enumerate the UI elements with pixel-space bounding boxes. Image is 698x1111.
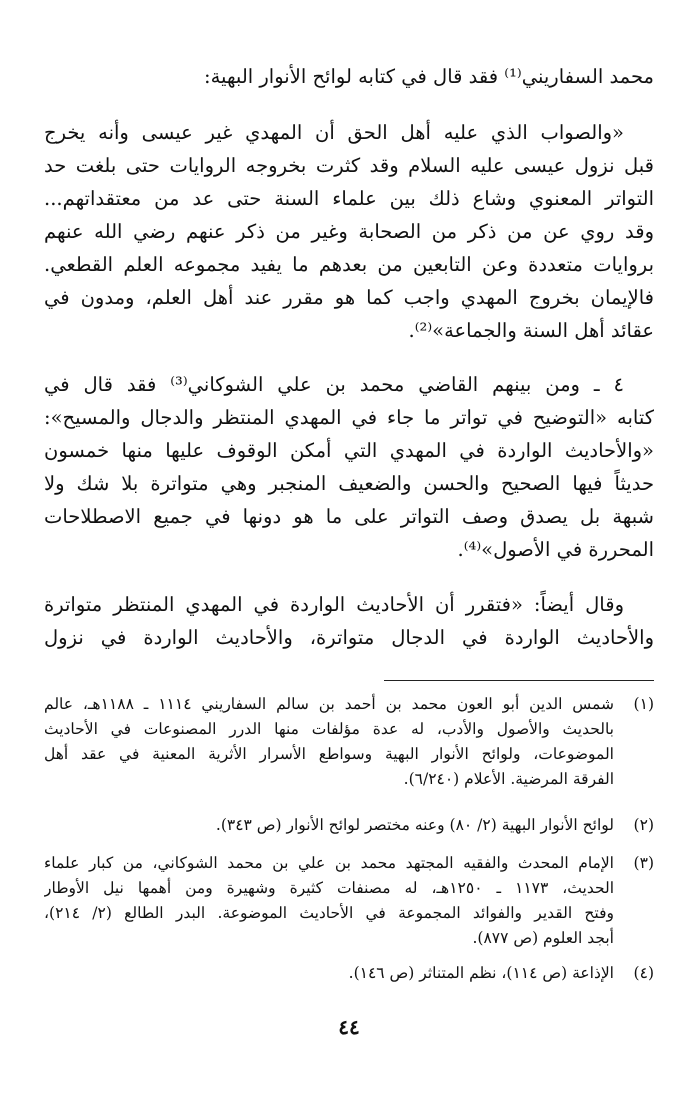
footnote-line: وفتح القدير والفوائد المجموعة في الأحاديث الموضوعة. البدر الطالع (٢/ ٢١٤)، — [44, 904, 614, 922]
footnote-line: بالحديث والأصول والأدب، له عدة مؤلفات منها الدرر المصنوعات في الأحاديث — [44, 720, 614, 738]
footnote-number: (٣) — [633, 854, 654, 872]
footnote-line: الإمام المحدث والفقيه المجتهد محمد بن علي بن محمد الشوكاني، من كبار علماء — [44, 854, 614, 872]
page-number: ٤٤ — [338, 1015, 360, 1039]
body-line: وقد روي عن من ذكر من الصحابة وغير من ذكر عنهم رضي الله عنهم — [44, 220, 654, 243]
body-line: «والأحاديث الواردة في المهدي التي أمكن الوقوف عليها منها خمسون — [44, 439, 654, 462]
body-line: حديثاً فيها الصحيح والحسن والضعيف المنجبر وهي متواترة بلا شك ولا — [44, 472, 654, 495]
footnote-line: الحديث، ١١٧٣ ـ ١٢٥٠هـ، له مصنفات كثيرة وشهيرة ومن أهمها نيل الأوطار — [44, 879, 614, 897]
body-line: والأحاديث الواردة في الدجال متواترة، والأحاديث الواردة في نزول — [44, 626, 654, 649]
body-line: محمد السفاريني⁽¹⁾ فقد قال في كتابه لوائح الأنوار البهية: — [204, 65, 654, 88]
body-line: عقائد أهل السنة والجماعة»⁽²⁾. — [408, 319, 654, 342]
footnote-line: الموضوعات، ولوائح الأنوار البهية وسواطع الأسرار الأثرية المعنية في عقد أهل — [44, 745, 614, 763]
footnote-line: الفرقة المرضية. الأعلام (٦/٢٤٠). — [403, 770, 614, 788]
footnote-number: (٢) — [633, 816, 654, 834]
body-line: بروايات متعددة وعن التابعين من بعدهم ما يفيد مجموعه العلم القطعي. — [44, 253, 654, 276]
footnote-line: لوائح الأنوار البهية (٢/ ٨٠) وعنه مختصر لوائح الأنوار (ص ٣٤٣). — [215, 816, 614, 834]
body-line: قبل نزول عيسى عليه السلام وقد كثرت بخروجه الروايات حتى بلغت حد — [44, 154, 654, 177]
footnote-line: أبجد العلوم (ص ٨٧٧). — [472, 929, 614, 947]
footnote-line: الإذاعة (ص ١١٤)، نظم المتناثر (ص ١٤٦). — [348, 964, 614, 982]
footnote-number: (١) — [633, 695, 654, 713]
footnote-separator — [384, 680, 654, 681]
body-line: «والصواب الذي عليه أهل الحق أن المهدي غير عيسى وأنه يخرج — [44, 121, 624, 144]
body-line: التواتر المعنوي وشاع ذلك بين علماء السنة حتى عد من معتقداتهم... — [44, 187, 654, 210]
footnote-line: شمس الدين أبو العون محمد بن أحمد بن سالم السفاريني ١١١٤ ـ ١١٨٨هـ، عالم — [44, 695, 614, 713]
body-line: شبهة بل يصدق وصف التواتر على ما هو دونها في جميع الاصطلاحات — [44, 505, 654, 528]
body-line: وقال أيضاً: «فتقرر أن الأحاديث الواردة في المهدي المنتظر متواترة — [44, 593, 624, 616]
body-line: ٤ ـ ومن بينهم القاضي محمد بن علي الشوكاني⁽³⁾ فقد قال في — [44, 373, 624, 396]
body-line: المحررة في الأصول»⁽⁴⁾. — [457, 538, 654, 561]
body-line: فالإيمان بخروج المهدي واجب كما هو مقرر عند أهل العلم، ومدون في — [44, 286, 654, 309]
footnote-number: (٤) — [633, 964, 654, 982]
body-line: كتابه «التوضيح في تواتر ما جاء في المهدي المنتظر والدجال والمسيح»: — [44, 406, 654, 429]
